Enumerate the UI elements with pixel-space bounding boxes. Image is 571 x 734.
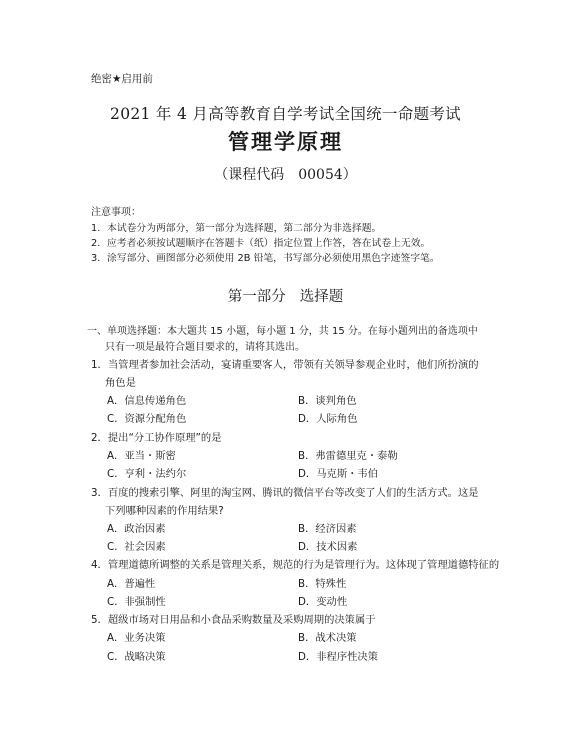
option-d: D．人际角色 [298, 413, 358, 425]
option-d: D．马克斯・韦伯 [298, 468, 379, 480]
part-title [0, 285, 571, 306]
option-a: A．信息传递角色 [107, 395, 187, 407]
option-d: D．非程序性决策 [298, 651, 379, 663]
question-stem: 下列哪种因素的作用结果? [105, 505, 224, 517]
question-stem: 角色是 [105, 377, 136, 389]
section-instruction: 一、单项选择题：本大题共 15 小题，每小题 1 分，共 15 分。在每小题列出的备选项中 [87, 326, 478, 337]
part-label: 第一部分 [227, 289, 286, 305]
option-c: C．资源分配角色 [107, 413, 187, 425]
option-c: C．战略决策 [107, 651, 166, 663]
exam-title: 2021 年 4 月高等教育自学考试全国统一命题考试 [110, 105, 461, 123]
note-item: 1．本试卷分为两部分，第一部分为选择题，第二部分为非选择题。 [91, 223, 382, 234]
note-item: 3．涂写部分、画图部分必须使用 2B 铅笔，书写部分必须使用黑色字迹签字笔。 [91, 253, 440, 264]
option-c: C．社会因素 [107, 541, 166, 553]
notes-title: 注意事项： [91, 207, 141, 218]
option-b: B．特殊性 [298, 578, 347, 590]
subject-title: 管理学原理 [228, 130, 343, 154]
question-stem: 4．管理道德所调整的关系是管理关系，规范的行为是管理行为。这体现了管理道德特征的 [91, 559, 500, 571]
question-stem: 1．当管理者参加社会活动，宴请重要客人，带领有关领导参观企业时，他们所扮演的 [91, 359, 479, 371]
confidential-label: 绝密★启用前 [91, 73, 153, 85]
option-a: A．亚当・斯密 [107, 450, 176, 462]
option-d: D．变动性 [298, 596, 348, 608]
option-b: B．战术决策 [298, 632, 357, 644]
question-stem: 5．超级市场对日用品和小食品采购数量及采购周期的决策属于 [91, 614, 376, 626]
question-stem: 2．提出“分工协作原理”的是 [91, 432, 222, 444]
note-item: 2．应考者必须按试题顺序在答题卡（纸）指定位置上作答，答在试卷上无效。 [91, 238, 431, 249]
option-c: C．非强制性 [107, 596, 166, 608]
option-a: A．政治因素 [107, 523, 166, 535]
option-b: B．经济因素 [298, 523, 357, 535]
option-b: B．弗雷德里克・泰勒 [298, 450, 398, 462]
option-a: A．业务决策 [107, 632, 166, 644]
option-c: C．亨利・法约尔 [107, 468, 187, 480]
option-b: B．谈判角色 [298, 395, 357, 407]
option-d: D．技术因素 [298, 541, 358, 553]
course-code: （课程代码 00054） [214, 167, 357, 183]
option-a: A．普遍性 [107, 578, 156, 590]
part-name: 选择题 [299, 289, 344, 305]
question-stem: 3．百度的搜索引擎、阿里的淘宝网、腾讯的微信平台等改变了人们的生活方式。这是 [91, 487, 479, 499]
section-instruction: 只有一项是最符合题目要求的，请将其选出。 [105, 342, 305, 353]
